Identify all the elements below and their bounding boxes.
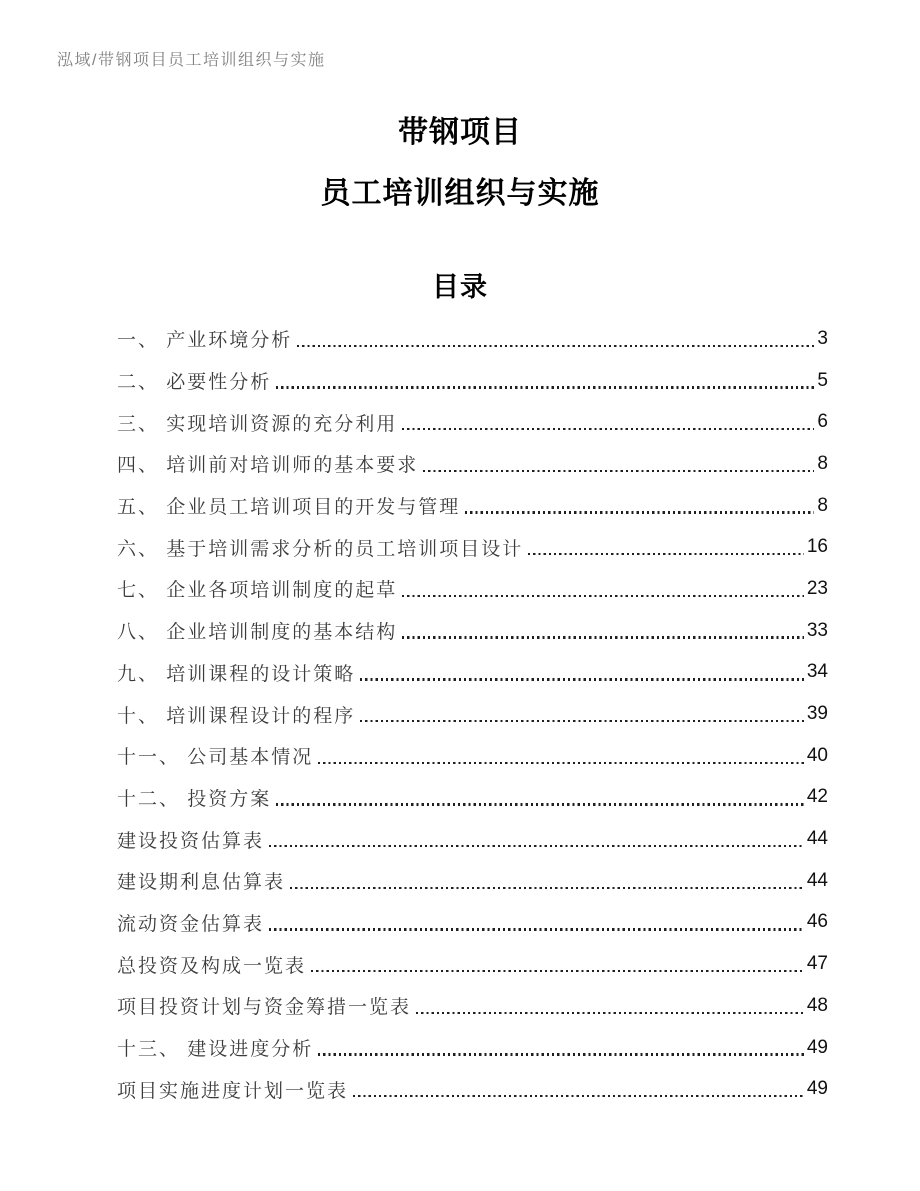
toc-dot-leader (276, 386, 814, 388)
toc-entry-page: 8 (817, 494, 828, 516)
toc-entry[interactable] (117, 985, 828, 1027)
toc-entry-label: 十三、 建设进度分析 (117, 1039, 314, 1061)
toc-entry[interactable] (117, 693, 828, 735)
toc-entry-label: 建设投资估算表 (117, 830, 265, 852)
document-title-line1: 带钢项目 (398, 116, 522, 149)
toc-entry-page: 47 (806, 953, 828, 975)
toc-dot-leader (269, 845, 804, 847)
toc-entry-page: 16 (806, 536, 828, 558)
toc-entry-page: 39 (806, 703, 828, 725)
toc-entry-page: 44 (806, 869, 828, 891)
toc-entry-page: 49 (806, 1078, 828, 1100)
toc-entry[interactable] (117, 485, 828, 527)
toc-entry[interactable] (117, 568, 828, 610)
document-title-line2: 员工培训组织与实施 (320, 177, 600, 210)
toc-entry-label: 项目实施进度计划一览表 (117, 1080, 349, 1102)
toc-entry[interactable] (117, 902, 828, 944)
toc-entry-label: 八、 企业培训制度的基本结构 (117, 622, 398, 644)
toc-dot-leader (402, 636, 804, 638)
toc-entry-page: 42 (806, 786, 828, 808)
toc-entry-page: 34 (806, 661, 828, 683)
toc-entry-page: 5 (817, 369, 828, 391)
toc-dot-leader (423, 470, 814, 472)
toc-entry[interactable] (117, 818, 828, 860)
toc-entry-label: 一、 产业环境分析 (117, 330, 293, 352)
toc-dot-leader (360, 678, 804, 680)
toc-entry-label: 十二、 投资方案 (117, 788, 272, 810)
toc-dot-leader (353, 1095, 804, 1097)
toc-entry-label: 四、 培训前对培训师的基本要求 (117, 455, 419, 477)
toc-entry-page: 48 (806, 994, 828, 1016)
document-header: 泓域/带钢项目员工培训组织与实施 (57, 52, 326, 69)
toc-entry[interactable] (117, 401, 828, 443)
toc-entry-label: 十一、 公司基本情况 (117, 747, 314, 769)
toc-heading: 目录 (432, 272, 488, 302)
toc-dot-leader (269, 928, 804, 930)
toc-entry-page: 46 (806, 911, 828, 933)
toc-entry[interactable] (117, 652, 828, 694)
toc-dot-leader (402, 595, 804, 597)
toc-entry-label: 项目投资计划与资金筹措一览表 (117, 997, 412, 1019)
toc-entry[interactable] (117, 526, 828, 568)
toc-entry[interactable] (117, 443, 828, 485)
toc-entry-label: 二、 必要性分析 (117, 372, 272, 394)
toc-dot-leader (276, 803, 804, 805)
toc-entry-page: 8 (817, 452, 828, 474)
table-of-contents (117, 318, 828, 1110)
toc-entry[interactable] (117, 735, 828, 777)
toc-entry-page: 23 (806, 577, 828, 599)
toc-entry-label: 九、 培训课程的设计策略 (117, 663, 356, 685)
toc-dot-leader (360, 720, 804, 722)
toc-dot-leader (528, 553, 804, 555)
toc-entry[interactable] (117, 1068, 828, 1110)
toc-entry-label: 五、 企业员工培训项目的开发与管理 (117, 497, 461, 519)
toc-dot-leader (297, 345, 814, 347)
toc-dot-leader (311, 970, 804, 972)
toc-entry-page: 33 (806, 619, 828, 641)
toc-entry-label: 流动资金估算表 (117, 913, 265, 935)
toc-dot-leader (465, 511, 814, 513)
toc-entry-page: 49 (806, 1036, 828, 1058)
toc-entry-label: 六、 基于培训需求分析的员工培训项目设计 (117, 538, 524, 560)
toc-entry-label: 总投资及构成一览表 (117, 955, 307, 977)
toc-entry-label: 十、 培训课程设计的程序 (117, 705, 356, 727)
toc-entry-page: 40 (806, 744, 828, 766)
toc-entry-label: 七、 企业各项培训制度的起草 (117, 580, 398, 602)
toc-dot-leader (290, 887, 804, 889)
toc-entry[interactable] (117, 943, 828, 985)
toc-entry-page: 3 (817, 327, 828, 349)
toc-entry[interactable] (117, 860, 828, 902)
toc-entry[interactable] (117, 610, 828, 652)
toc-dot-leader (402, 428, 814, 430)
toc-entry[interactable] (117, 777, 828, 819)
toc-dot-leader (416, 1012, 804, 1014)
toc-entry[interactable] (117, 360, 828, 402)
toc-dot-leader (318, 1053, 804, 1055)
toc-entry-label: 三、 实现培训资源的充分利用 (117, 413, 398, 435)
toc-entry-page: 6 (817, 411, 828, 433)
toc-entry-page: 44 (806, 828, 828, 850)
toc-entry-label: 建设期利息估算表 (117, 872, 286, 894)
toc-entry[interactable] (117, 1027, 828, 1069)
toc-entry[interactable] (117, 318, 828, 360)
toc-dot-leader (318, 762, 804, 764)
